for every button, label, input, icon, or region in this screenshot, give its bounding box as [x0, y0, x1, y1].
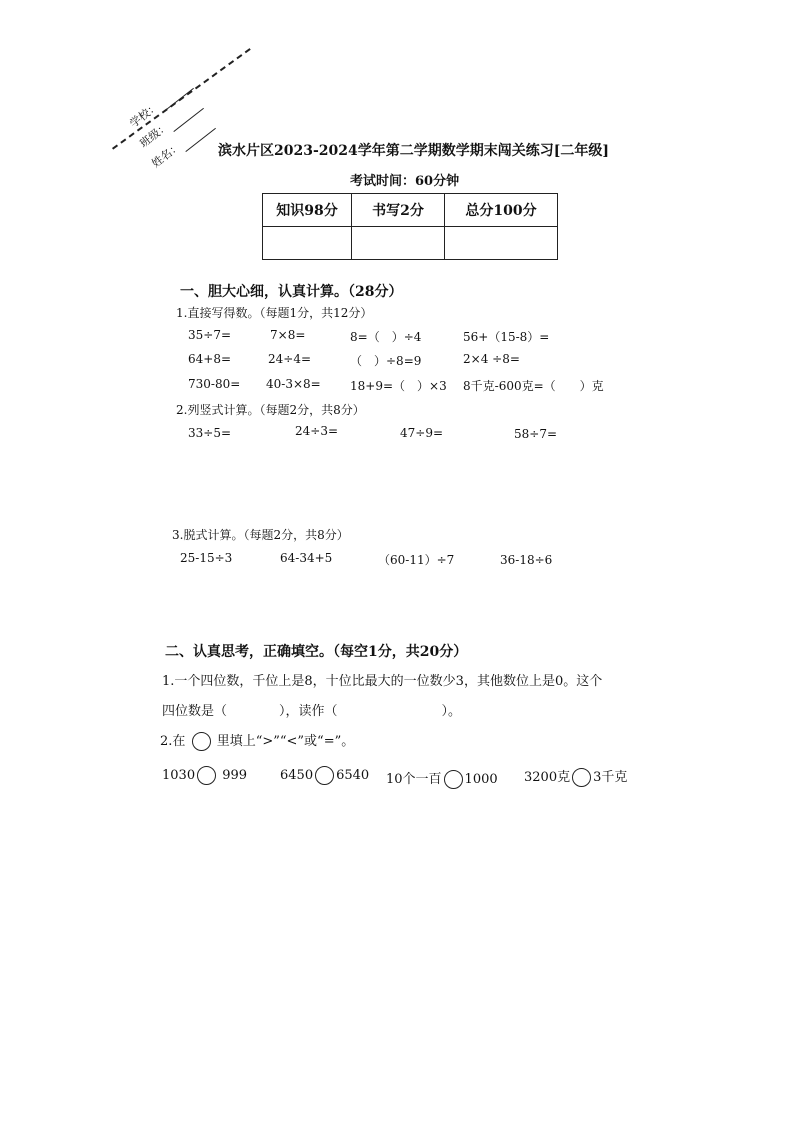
school-label: 学校：: [127, 99, 162, 131]
page-title: 滨水片区2023-2024学年第二学期数学期末闯关练习[二年级]: [218, 143, 609, 159]
step-calc-item: 25-15÷3: [180, 551, 233, 565]
class-label: 班级：: [137, 119, 172, 151]
q2-prefix: 2.在: [160, 734, 186, 749]
name-blank: [185, 128, 216, 152]
calc-item: 18+9=（ ）×3: [350, 379, 447, 393]
compare-left: 3200克: [524, 770, 571, 785]
compare-circle[interactable]: [572, 768, 591, 787]
score-cell-knowledge[interactable]: [263, 227, 352, 260]
compare-right: 6540: [336, 768, 370, 783]
compare-left: 10个一百: [386, 772, 442, 787]
section2-title: 二、认真思考，正确填空。（每空1分，共20分）: [165, 644, 468, 660]
compare-item: [386, 768, 498, 789]
compare-item: [524, 766, 627, 787]
q2-suffix: 里填上“>”“<”或“=”。: [216, 734, 355, 749]
score-cell-writing[interactable]: [352, 227, 445, 260]
calc-item: 7×8=: [270, 328, 306, 342]
vertical-calc-item: 58÷7=: [514, 427, 558, 441]
calc-item: 64+8=: [188, 352, 232, 366]
section1-title: 一、胆大心细，认真计算。（28分）: [180, 284, 403, 300]
calc-item: 40-3×8=: [266, 377, 321, 391]
name-label: 姓名：: [149, 139, 184, 171]
step-calc-item: 36-18÷6: [500, 553, 553, 567]
compare-circle[interactable]: [444, 770, 463, 789]
calc-item: 24÷4=: [268, 352, 312, 366]
calc-item: 8千克-600克=（ ）克: [463, 379, 604, 393]
compare-circle[interactable]: [315, 766, 334, 785]
part3-title: 3.脱式计算。（每题2分，共8分）: [172, 528, 349, 542]
q1-line1: 1.一个四位数，千位上是8，十位比最大的一位数少3，其他数位上是0。这个: [162, 674, 603, 689]
compare-right: 3千克: [593, 770, 628, 785]
score-cell-total[interactable]: [445, 227, 558, 260]
calc-item: 8=（ ）÷4: [350, 330, 422, 344]
part2-title: 2.列竖式计算。（每题2分，共8分）: [176, 403, 365, 417]
calc-item: 2×4 ÷8=: [463, 352, 520, 366]
vertical-calc-item: 47÷9=: [400, 426, 444, 440]
table-row: [263, 227, 558, 260]
part1-title: 1.直接写得数。（每题1分，共12分）: [176, 306, 373, 320]
calc-item: 56+（15-8）=: [463, 330, 550, 344]
compare-item: [162, 766, 247, 785]
score-table: [262, 193, 558, 260]
calc-item: 35÷7=: [188, 328, 232, 342]
circle-blank-icon: [192, 732, 211, 751]
compare-right: 999: [222, 768, 248, 783]
compare-right: 1000: [464, 772, 498, 787]
vertical-calc-item: 24÷3=: [295, 424, 339, 438]
class-blank: [173, 108, 204, 132]
step-calc-item: 64-34+5: [280, 551, 333, 565]
calc-item: 730-80=: [188, 377, 241, 391]
exam-time: 考试时间：60分钟: [350, 174, 460, 189]
calc-item: （ ）÷8=9: [350, 354, 422, 368]
step-calc-item: （60-11）÷7: [378, 553, 455, 567]
compare-left: 6450: [280, 768, 314, 783]
vertical-calc-item: 33÷5=: [188, 426, 232, 440]
q2-instruction: [160, 730, 354, 751]
compare-circle[interactable]: [197, 766, 216, 785]
score-header-total: 总分100分: [445, 194, 558, 227]
score-header-knowledge: 知识98分: [263, 194, 352, 227]
table-row: [263, 194, 558, 227]
compare-item: [280, 766, 369, 785]
score-header-writing: 书写2分: [352, 194, 445, 227]
q1-line2: 四位数是（ ），读作（ ）。: [162, 704, 462, 719]
compare-left: 1030: [162, 768, 196, 783]
